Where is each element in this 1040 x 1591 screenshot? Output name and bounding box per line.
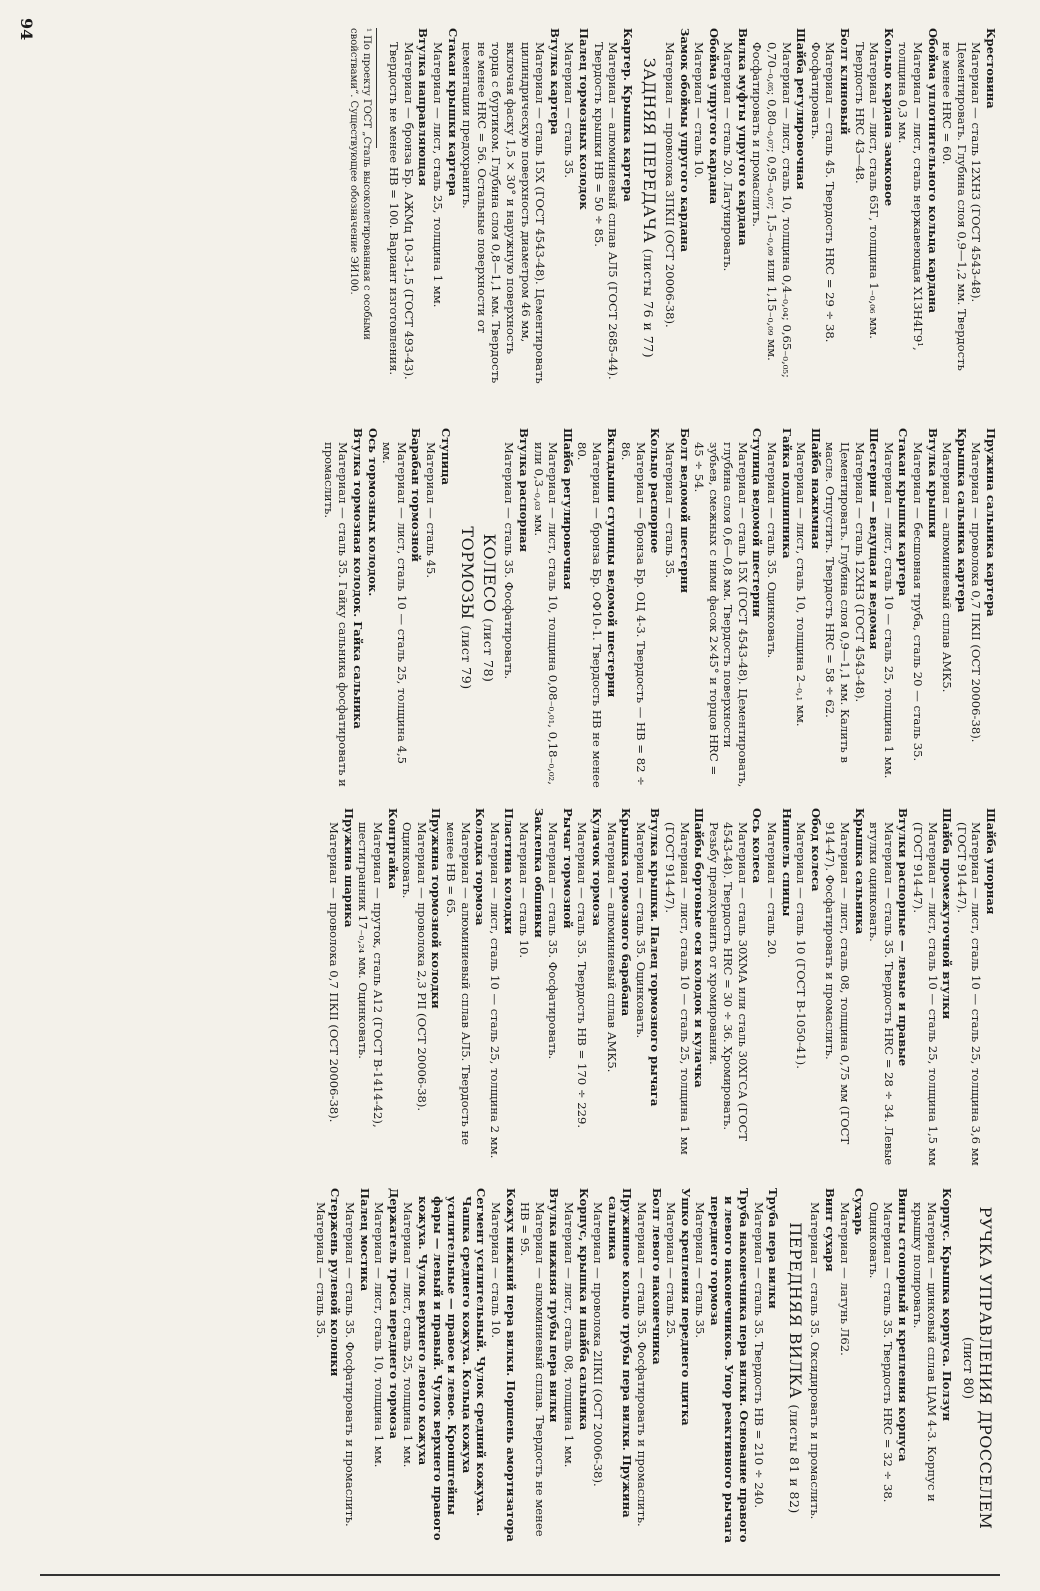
entry-heading: Ось тормозных колодок. bbox=[365, 428, 380, 597]
entry-heading: Втулка картера bbox=[547, 28, 562, 135]
entry-text: Материал — сталь 35. Оксидировать и промаслить. bbox=[808, 1202, 823, 1520]
spec-entry bbox=[662, 808, 706, 1168]
section-heading-front-fork bbox=[785, 1188, 805, 1548]
entry-heading: Корпус. Крышка корпуса. Ползун bbox=[939, 1188, 954, 1422]
entry-list bbox=[327, 808, 998, 1168]
entry-heading: Втулки распорные — левые и правые bbox=[896, 808, 911, 1067]
spec-entry bbox=[969, 428, 998, 788]
spec-entry bbox=[619, 428, 663, 788]
section-title: РУЧКА УПРАВЛЕНИЯ ДРОССЕЛЕМ bbox=[976, 1206, 995, 1530]
entry-text: Материал — алюминиевый сплав АЛ5. Твердость не менее HB = 65. bbox=[444, 822, 473, 1146]
entry-text: Материал — проволока 0,7 ПКII (ОСТ 20006-38). bbox=[327, 822, 342, 1123]
entry-text: Материал — лист, сталь 10 — сталь 25, толщина 3,6 мм (ГОСТ 914-47). bbox=[954, 822, 984, 1166]
spec-entry bbox=[430, 28, 459, 388]
entry-heading: Крышка сальника картера bbox=[954, 428, 969, 613]
entry-heading: Картер. Крышка картера bbox=[620, 28, 635, 202]
spec-entry bbox=[575, 808, 604, 1168]
spec-entry bbox=[387, 28, 431, 388]
entry-heading: Пружинное кольцо трубы пера вилки. Пружина сальника bbox=[605, 1188, 635, 1518]
entry-heading: Кольцо кардана замковое bbox=[881, 28, 896, 207]
section-sheets: (лист 80) bbox=[960, 1336, 976, 1400]
entry-heading: Шайбы бортовые оси колодок и кулачка bbox=[692, 808, 707, 1088]
entry-text: Материал — сталь 35. Фосфатировать. bbox=[502, 442, 517, 680]
entry-text: Материал — лист, сталь 10, толщина 0,4₋₀,₀₄; 0,65₋₀,₀₅; 0,70₋₀,₀₅; 0,80₋₀,₀₇; 0,95₋₀,₀₇; 1,5₋₀,₀₉ или 1,15₋₀,₀₉ мм. Фосфатировать и промаслить. bbox=[750, 42, 794, 378]
entry-text: Материал — лист, сталь 10, толщина 1 мм. bbox=[372, 1202, 387, 1468]
spec-entry bbox=[356, 808, 400, 1168]
entry-heading: Пружина сальника картера bbox=[984, 428, 998, 617]
entry-heading: Стакан крышки картера bbox=[445, 28, 460, 197]
entry-heading: Контргайка bbox=[385, 808, 400, 890]
entry-text: Материал — сталь 35. Гайку сальника фосфатировать и промаслить. bbox=[321, 442, 351, 787]
entry-text: Материал — сталь 15Х (ГОСТ 4543-48). Цементировать, глубина слоя 0,6—0,8 мм. Твердость поверхности зубьев, смежных с ними фасок 2×45° и торцов HRC = 45 ÷ 54. bbox=[692, 442, 750, 788]
entry-heading: Обойма упругого кардана bbox=[706, 28, 721, 205]
entry-heading: Втулка нижняя трубы пера вилки bbox=[547, 1188, 562, 1423]
spec-entry bbox=[502, 428, 531, 788]
spec-entry bbox=[562, 28, 591, 388]
spec-entry bbox=[910, 1188, 954, 1548]
spec-entry bbox=[401, 1188, 489, 1548]
spec-entry bbox=[342, 1188, 371, 1548]
spec-entry bbox=[852, 28, 896, 388]
entry-text: Материал — сталь 35. Твердость HB = 210 ÷ 240. bbox=[751, 1202, 766, 1509]
entry-text: Материал — цинковый сплав ЦАМ 4-3. Корпус и крышку полировать. bbox=[910, 1202, 940, 1502]
entry-heading: Вилка муфты упругого кардана bbox=[735, 28, 750, 246]
section-title: ТОРМОЗЫ bbox=[458, 526, 478, 620]
spec-entry bbox=[321, 428, 365, 788]
spec-entry bbox=[867, 808, 911, 1168]
spec-entry bbox=[518, 1188, 562, 1548]
entry-heading: Шайба нажимная bbox=[808, 428, 823, 550]
entry-list bbox=[502, 428, 998, 788]
entry-text: Материал — сталь 35. bbox=[313, 1202, 328, 1339]
spec-entry bbox=[837, 1188, 866, 1548]
spec-entry bbox=[765, 808, 794, 1168]
entry-heading: Шайба регулировочная bbox=[794, 28, 809, 190]
entry-text: Материал — лист, сталь 10 — сталь 25, толщина 1,5 мм (ГОСТ 914-47). bbox=[911, 822, 940, 1166]
spec-entry bbox=[327, 808, 356, 1168]
section-sheets: (лист 79) bbox=[459, 625, 475, 690]
section-sheets: (листы 76 и 77) bbox=[641, 248, 657, 359]
entry-heading: Ниппель спицы bbox=[779, 808, 794, 917]
entry-heading: Шайба упорная bbox=[984, 808, 998, 915]
entry-text: Материал — сталь 20. bbox=[765, 822, 780, 959]
spec-entry bbox=[706, 808, 764, 1168]
entry-heading: Замок обоймы упругого кардана bbox=[677, 28, 692, 252]
entry-text: Материал — алюминиевый сплав АМК5. bbox=[604, 822, 619, 1073]
entry-heading: Втулка тормозная колодок. Гайка сальника bbox=[351, 428, 366, 729]
section-sheets: (лист 78) bbox=[480, 618, 496, 683]
entry-text: Материал — сталь 35. Твердость HRC = 32 ÷ 38. Оцинковать. bbox=[866, 1202, 896, 1503]
entry-text: Материал — пруток, сталь А12 (ГОСТ В-1414-42), шестигранник 17₋₀,₂₄ мм. Оцинковать. bbox=[356, 822, 386, 1128]
entry-heading: Гайка подшипника bbox=[779, 428, 794, 559]
entry-text: Материал — сталь 35. Фосфатировать и промаслить. bbox=[634, 1202, 649, 1527]
spec-entry bbox=[910, 428, 939, 788]
entry-heading: Пластина колодки bbox=[502, 808, 517, 935]
entry-text: Материал — сталь 10. bbox=[517, 822, 531, 959]
column-4 bbox=[313, 1188, 998, 1548]
entry-text: Материал — сталь 10 (ГОСТ В-1050-41). bbox=[794, 822, 809, 1069]
footnote-text: ¹ По проекту ГОСТ „Сталь высоколегированная с особыми свойствами“. Существующее обозначение ЭИ100. bbox=[348, 28, 372, 340]
entry-heading: Болт ведомой шестерни bbox=[677, 428, 692, 594]
entry-text: Материал — алюминиевый сплав АЛ5 (ГОСТ 2685-44). Твердость крышки HB = 50 ÷ 85. bbox=[591, 42, 621, 380]
spec-entry bbox=[546, 808, 575, 1168]
entry-heading: Кожух нижний пера вилки. Поршень амортизатора bbox=[503, 1188, 518, 1542]
entry-text: Материал — сталь 35. Оцинковать. bbox=[765, 442, 780, 659]
entry-heading: Палец тормозных колодок bbox=[576, 28, 591, 210]
entry-heading: Втулка крышки. Палец тормозного рычага bbox=[648, 808, 663, 1107]
entry-heading: Обод колеса bbox=[808, 808, 823, 892]
entry-text: Материал — сталь 20. Латунировать. bbox=[721, 42, 736, 272]
spec-entry bbox=[881, 428, 910, 788]
entry-heading: Шестерни — ведущая и ведомая bbox=[867, 428, 882, 650]
entry-text: Материал — лист, сталь 25, толщина 1 мм. bbox=[431, 42, 446, 308]
spec-entry bbox=[365, 428, 380, 788]
entry-heading: Обойма уплотнительного кольца кардана bbox=[925, 28, 940, 314]
entry-heading: Крышка сальника bbox=[852, 808, 867, 935]
entry-text: Материал — алюминиевый сплав. Твердость не менее HB = 95. bbox=[518, 1202, 547, 1537]
spec-entry bbox=[823, 428, 881, 788]
entry-heading: Винты стопорный и крепления корпуса bbox=[896, 1188, 911, 1462]
entry-text: Материал — сталь 35. Оцинковать. bbox=[633, 822, 648, 1039]
entry-heading: Труба пера вилки bbox=[766, 1188, 781, 1309]
section-heading-wheel bbox=[479, 428, 499, 788]
spec-entry bbox=[940, 28, 998, 388]
spec-entry bbox=[423, 428, 452, 788]
entry-heading: Сегмент усилительный. Чулок средний кожуха. Чашка среднего кожуха. Кольца кожуха усилительные — правое и левое. Кронштейны фары — левый и правый. Чулок верхнего правого кожуха. Чулок верхнего левого кожуха bbox=[416, 1188, 489, 1541]
entry-text: Материал — проволока 0,7 ПКII (ОСТ 20006-38). bbox=[969, 442, 984, 743]
spec-entry bbox=[561, 1188, 590, 1548]
entry-text: Материал — лист, сталь 10 — сталь 25, толщина 2 мм. bbox=[487, 822, 502, 1159]
column-1 bbox=[346, 28, 998, 388]
entry-text: Материал — проволока 2,3 РII (ОСТ 20006-38). Оцинковать. bbox=[400, 822, 429, 1112]
entry-heading: Ось колеса bbox=[750, 808, 765, 884]
section-heading-throttle bbox=[976, 1188, 995, 1548]
entry-heading: Пружина шарика bbox=[341, 808, 356, 928]
page-number: 94 bbox=[17, 18, 36, 41]
entry-text: Материал — бронза Бр. ОФ10-1. Твердость HB не менее 80. bbox=[575, 442, 604, 788]
spec-entry bbox=[487, 808, 516, 1168]
entry-text: Материал — сталь 30ХМА или сталь 30ХГСА (ГОСТ 4543-48). Твердость HRC = 30 ÷ 36. Хромировать. Резьбу предохранить от хромирования. bbox=[706, 822, 750, 1141]
entry-text: Материал — сталь 12ХН3 (ГОСТ 4543-48). Цементировать. Глубина слоя 0,9—1,2 мм. Твердость не менее HRC = 60. bbox=[940, 42, 984, 371]
spec-entry bbox=[692, 28, 721, 388]
entry-heading: Корпус, крышка и шайба сальника bbox=[576, 1188, 591, 1430]
entry-heading: Втулка направляющая bbox=[416, 28, 431, 186]
entry-heading: Кулачок тормоза bbox=[589, 808, 604, 927]
section-title: ПЕРЕДНЯЯ ВИЛКА bbox=[785, 1222, 805, 1399]
entry-text: Материал — сталь 35. bbox=[693, 1202, 708, 1339]
footnote-rule bbox=[376, 28, 377, 148]
entry-heading: Крестовина bbox=[984, 28, 998, 109]
entry-heading: Стержень рулевой колонки bbox=[328, 1188, 343, 1377]
spec-entry bbox=[692, 428, 765, 788]
entry-heading: Крышка тормозного барабана bbox=[619, 808, 634, 1017]
column-2 bbox=[321, 428, 998, 788]
spec-entry bbox=[664, 1188, 693, 1548]
spec-entry bbox=[591, 1188, 635, 1548]
section-heading-rear-drive bbox=[640, 28, 660, 388]
entry-text: Материал — алюминиевый сплав АМК5. bbox=[940, 442, 955, 693]
entry-text: Материал — сталь 45. Твердость HRC = 29 ÷ 38. Фосфатировать. bbox=[808, 42, 838, 343]
spec-entry bbox=[751, 1188, 780, 1548]
footnote bbox=[346, 28, 376, 388]
entry-text: Материал — сталь 35. Фосфатировать и промаслить. bbox=[343, 1202, 358, 1527]
spec-entry bbox=[634, 1188, 663, 1548]
entry-list bbox=[808, 1188, 954, 1548]
entry-list bbox=[313, 1188, 780, 1548]
entry-text: Материал — сталь 35. bbox=[562, 42, 577, 179]
entry-text: Материал — лист, сталь 10, толщина 2₋₀,₁ мм. bbox=[794, 442, 809, 727]
entry-text: Материал — лист, сталь 25, толщина 1 мм. bbox=[401, 1202, 416, 1468]
entry-text: Материал — сталь 15Х (ГОСТ 4543-48). Цементировать цилиндрическую поверхность диаметром 46 мм, включая фаску 1,5 × 30° и наружную поверхность торца с буртиком. Глубина слоя 0,8—1,1 мм. Твердость не менее HRC = 56. Остальные поверхности от цементации предохранить. bbox=[460, 42, 548, 384]
entry-heading: Болт левого наконечника bbox=[649, 1188, 664, 1365]
spec-entry bbox=[372, 1188, 401, 1548]
spec-entry bbox=[313, 1188, 342, 1548]
section-title: ЗАДНЯЯ ПЕРЕДАЧА bbox=[640, 57, 660, 244]
entry-text: Материал — лист, сталь нержавеющая Х13Н4Г9¹, толщина 0,3 мм. bbox=[896, 42, 926, 351]
spec-entry bbox=[823, 808, 867, 1168]
entry-text: Материал — бронза Бр. ОЦ 4-3. Твердость — HB = 82 ÷ 86. bbox=[619, 442, 648, 786]
entry-text: Материал — сталь 35. bbox=[662, 442, 677, 579]
spec-entry bbox=[721, 28, 750, 388]
entry-text: Материал — сталь 35. Твердость HB = 170 ÷ 229. bbox=[575, 822, 590, 1129]
entry-heading: Сухарь bbox=[852, 1188, 867, 1236]
spec-entry bbox=[662, 428, 691, 788]
entry-heading: Ступица bbox=[438, 428, 453, 485]
entry-text: Материал — сталь 12ХН3 (ГОСТ 4543-48). Цементировать. Глубина слоя 0,9—1,1 мм. Калить в масле. Отпустить. Твердость HRC = 58 ÷ 62. bbox=[823, 442, 867, 763]
spec-entry bbox=[531, 428, 575, 788]
spec-entry bbox=[460, 28, 562, 388]
spec-entry bbox=[794, 428, 823, 788]
spec-entry bbox=[808, 28, 852, 388]
entry-heading: Ступица ведомой шестерни bbox=[750, 428, 765, 618]
column-3 bbox=[327, 808, 998, 1168]
spec-entry bbox=[896, 28, 940, 388]
entry-text: Материал — бесшовная труба, сталь 20 — сталь 35. bbox=[911, 442, 926, 762]
spec-entry bbox=[693, 1188, 751, 1548]
entry-list bbox=[321, 428, 452, 788]
entry-text: Материал — лист, сталь 08, толщина 0,75 мм (ГОСТ 914-47). Фосфатировать и промаслить. bbox=[823, 822, 853, 1145]
entry-heading: Втулка распорная bbox=[517, 428, 531, 553]
section-heading-brakes bbox=[458, 428, 478, 788]
spec-entry bbox=[954, 808, 998, 1168]
section-title: КОЛЕСО bbox=[479, 533, 499, 613]
entry-heading: Пружина тормозной колодки bbox=[429, 808, 444, 1009]
spec-entry bbox=[808, 1188, 837, 1548]
spec-entry bbox=[575, 428, 619, 788]
entry-text: Материал — проволока 2IIКII (ОСТ 20006-38). bbox=[591, 1202, 606, 1487]
section-sheets: (листы 81 и 82) bbox=[786, 1404, 802, 1514]
spec-entry bbox=[400, 808, 444, 1168]
entry-text: Материал — сталь 25. bbox=[664, 1202, 679, 1339]
entry-text: Материал — бронза Бр. АЖМц 10-3-1,5 (ГОСТ 493-43). Твердость не менее HB = 100. Вариант изготовления. bbox=[387, 42, 416, 380]
spec-entry bbox=[794, 808, 823, 1168]
spec-entry bbox=[940, 428, 969, 788]
entry-text: Материал — латунь Л62. bbox=[837, 1202, 852, 1356]
spec-entry bbox=[633, 808, 662, 1168]
page-frame-rule bbox=[40, 1574, 1000, 1576]
spec-entry bbox=[591, 28, 635, 388]
entry-text: Материал — проволока 3ПКII (ОСТ 20006-38). bbox=[662, 42, 677, 328]
entry-text: Материал — сталь 35. Фосфатировать. bbox=[546, 822, 561, 1060]
entry-text: Материал — сталь 10. bbox=[489, 1202, 503, 1339]
entry-heading: Рычаг тормозной bbox=[560, 808, 575, 929]
entry-text: Материал — лист, сталь 10 — сталь 25, толщина 1 мм (ГОСТ 914-47). bbox=[662, 822, 692, 1155]
entry-heading: Труба наконечника пера вилки. Основание правого и левого наконечников. Упор реактивного рычага переднего тормоза bbox=[707, 1188, 752, 1544]
entry-heading: Палец мостика bbox=[357, 1188, 372, 1292]
entry-heading: Барабан тормозной bbox=[409, 428, 424, 562]
entry-text: Материал — лист, сталь 08, толщина 1 мм. bbox=[561, 1202, 576, 1468]
entry-heading: Втулка крышки bbox=[925, 428, 940, 539]
entry-heading: Винт сухаря bbox=[823, 1188, 838, 1272]
entry-heading: Заклепка обшивки bbox=[531, 808, 546, 938]
entry-list bbox=[662, 28, 998, 388]
entry-text: Материал — лист, сталь 10 — сталь 25, толщина 4,5 мм. bbox=[380, 442, 409, 765]
entry-heading: Ушко крепления переднего щитка bbox=[678, 1188, 693, 1426]
entry-text: Материал — лист, сталь 10, толщина 0,08₋₀,₀₁, 0,18₋₀,₀₂, или 0,3₋₀,₀₃ мм. bbox=[531, 442, 561, 785]
entry-text: Материал — лист, сталь 65Г, толщина 1₋₀,₀₆ мм. Твердость HRC 43—48. bbox=[852, 42, 882, 339]
entry-heading: Болт клиновый bbox=[838, 28, 853, 135]
entry-heading: Вкладыши ступицы ведомой шестерни bbox=[604, 428, 619, 698]
entry-text: Материал — сталь 10. bbox=[692, 42, 707, 179]
entry-heading: Стакан крышки картера bbox=[896, 428, 911, 597]
entry-heading: Шайба промежуточной втулки bbox=[940, 808, 955, 1020]
spec-entry bbox=[380, 428, 424, 788]
entry-text: Материал — сталь 35. Твердость HRC = 28 ÷ 34. Левые втулки оцинковать. bbox=[867, 822, 896, 1166]
spec-entry bbox=[488, 1188, 517, 1548]
spec-entry bbox=[910, 808, 954, 1168]
spec-entry bbox=[662, 28, 691, 388]
spec-entry bbox=[604, 808, 633, 1168]
entry-list bbox=[387, 28, 635, 388]
spec-entry bbox=[750, 28, 808, 388]
entry-text: Материал — лист, сталь 10 — сталь 25, толщина 1 мм. bbox=[881, 442, 896, 779]
entry-text: Материал — сталь 45. bbox=[424, 442, 439, 579]
entry-heading: Шайба регулировочная bbox=[560, 428, 575, 590]
spec-entry bbox=[866, 1188, 910, 1548]
spec-entry bbox=[443, 808, 487, 1168]
entry-heading: Держатель троса переднего тормоза bbox=[386, 1188, 401, 1439]
entry-heading: Кольцо распорное bbox=[648, 428, 663, 554]
spec-entry bbox=[765, 428, 794, 788]
entry-heading: Колодка тормоза bbox=[473, 808, 488, 926]
spec-entry bbox=[516, 808, 545, 1168]
